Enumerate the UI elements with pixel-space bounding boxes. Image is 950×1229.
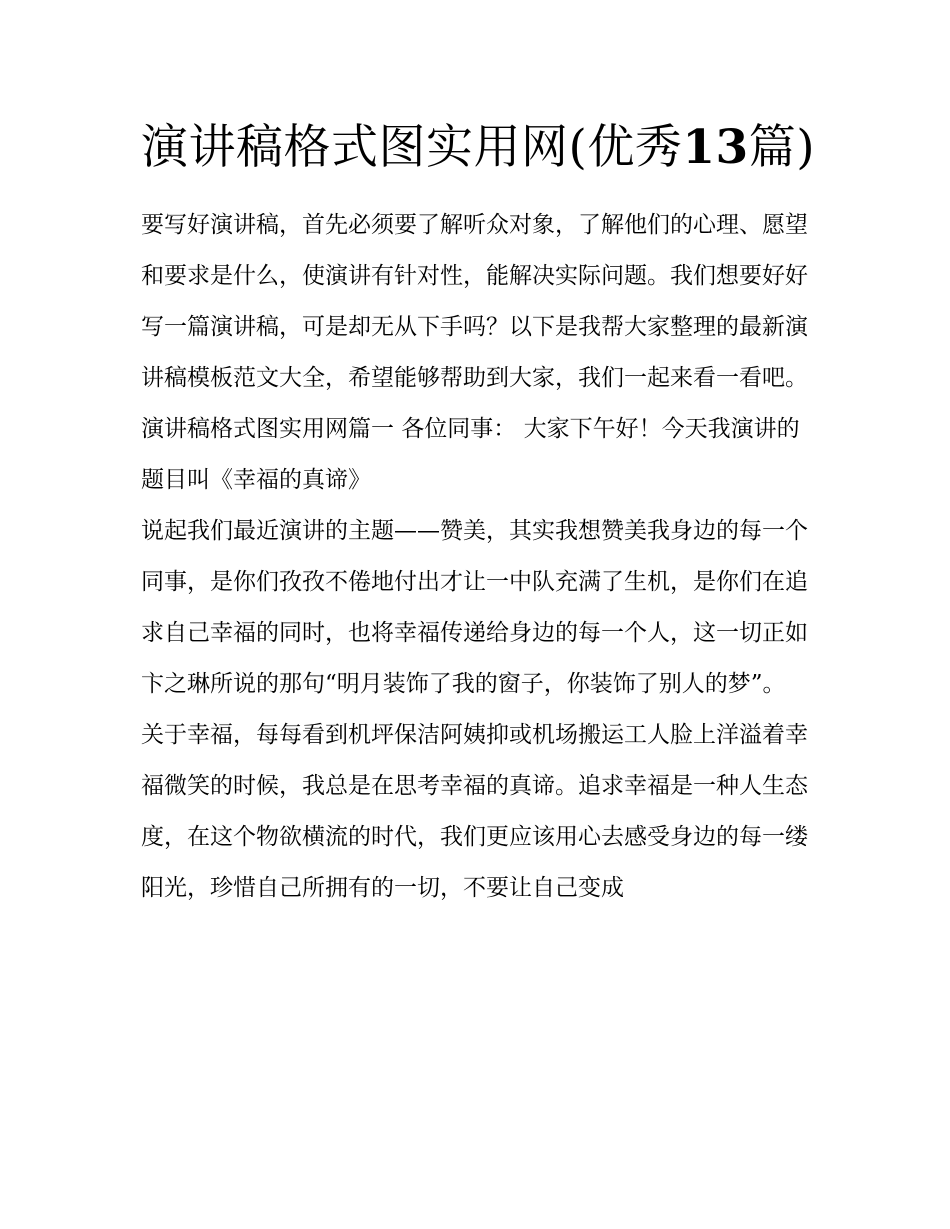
body-paragraph-happiness: 关于幸福，每每看到机坪保洁阿姨抑或机场搬运工人脸上洋溢着幸福微笑的时候，我总是在思考幸福的真谛。追求幸福是一种人生态度，在这个物欲横流的时代，我们更应该用心去感受身边的每一缕阳光，珍惜自己所拥有的一切，不要让自己变成 [141,722,808,901]
section-one-heading-paragraph: 演讲稿格式图实用网篇一 各位同事： 大家下午好！今天我演讲的题目叫《幸福的真谛》 [141,416,800,493]
document-title: 演讲稿格式图实用网(优秀13篇) [141,120,816,175]
document-content [141,108,821,914]
body-paragraph-praise: 说起我们最近演讲的主题——赞美，其实我想赞美我身边的每一个同事，是你们孜孜不倦地付出才让一中队充满了生机，是你们在追求自己幸福的同时，也将幸福传递给身边的每一个人，这一切正如卞之琳所说的那句“明月装饰了我的窗子，你装饰了别人的梦”。 [141,518,808,697]
intro-paragraph: 要写好演讲稿，首先必须要了解听众对象，了解他们的心理、愿望和要求是什么，使演讲有针对性，能解决实际问题。我们想要好好写一篇演讲稿，可是却无从下手吗？以下是我帮大家整理的最新演讲稿模板范文大全，希望能够帮助到大家，我们一起来看一看吧。 [141,212,808,391]
